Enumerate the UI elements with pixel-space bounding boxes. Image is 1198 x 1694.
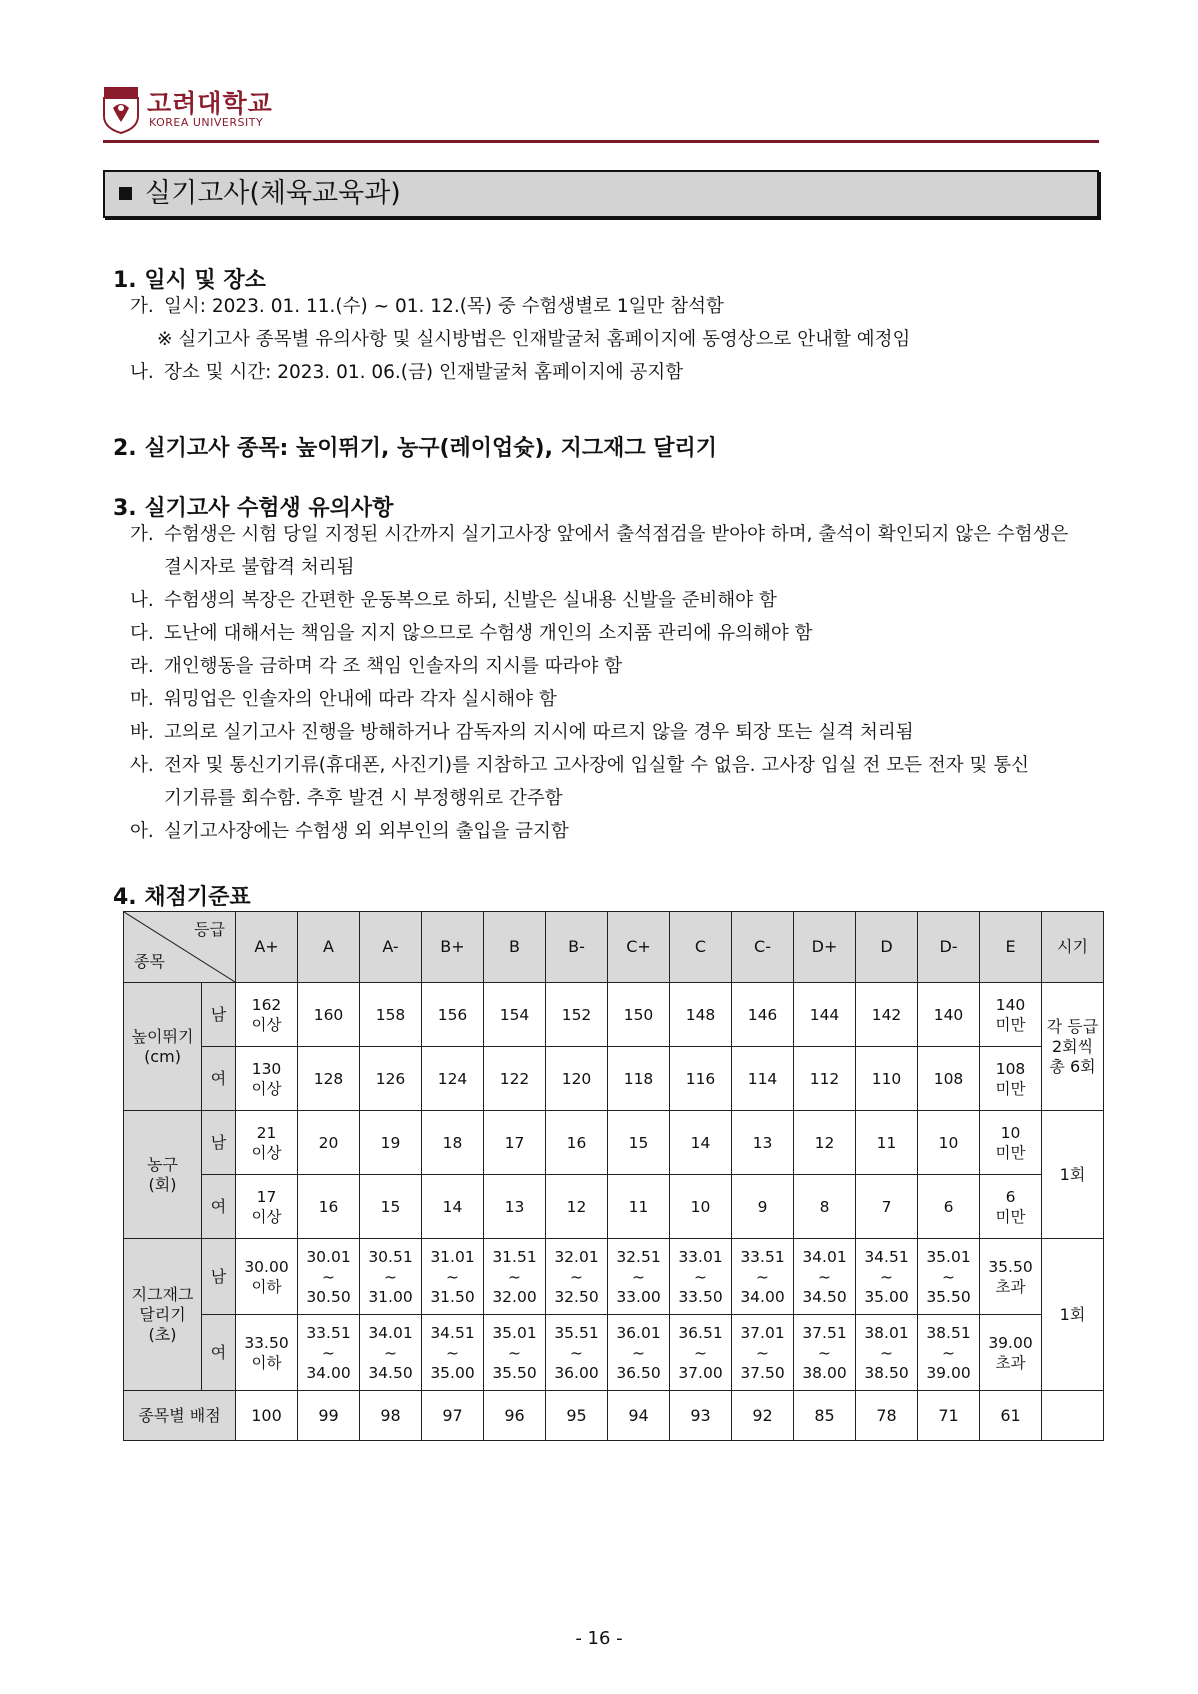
table-cell: 35.01 ~ 35.50 xyxy=(918,1239,980,1315)
sex-cell: 남 xyxy=(202,983,236,1047)
table-cell: 144 xyxy=(794,983,856,1047)
grade-header-cell: A xyxy=(298,912,360,983)
list-text: 장소 및 시간: 2023. 01. 06.(금) 인재발굴처 홈페이지에 공지함 xyxy=(164,362,684,383)
score-label-cell: 종목별 배점 xyxy=(124,1391,236,1441)
table-cell: 108 xyxy=(918,1047,980,1111)
list-text: 일시: 2023. 01. 11.(수) ~ 01. 12.(목) 중 수험생별로 1일만 참석함 xyxy=(164,296,724,317)
event-name-cell: 농구 (회) xyxy=(124,1111,202,1239)
score-cell: 78 xyxy=(856,1391,918,1441)
sex-cell: 여 xyxy=(202,1047,236,1111)
score-cell: 99 xyxy=(298,1391,360,1441)
table-cell: 156 xyxy=(422,983,484,1047)
list-label: 다. xyxy=(130,623,154,644)
table-cell: 33.51 ~ 34.00 xyxy=(298,1315,360,1391)
list-text: 워밍업은 인솔자의 안내에 따라 각자 실시해야 함 xyxy=(164,689,557,710)
table-cell: 38.01 ~ 38.50 xyxy=(856,1315,918,1391)
logo-korean-name: 고려대학교 xyxy=(147,89,273,118)
table-cell: 35.50 초과 xyxy=(980,1239,1042,1315)
period-cell: 1회 xyxy=(1042,1111,1104,1239)
event-name-cell: 높이뛰기 (cm) xyxy=(124,983,202,1111)
grade-header-cell: A- xyxy=(360,912,422,983)
table-cell: 158 xyxy=(360,983,422,1047)
period-header-cell: 시기 xyxy=(1042,912,1104,983)
section-heading-schedule: 1. 일시 및 장소 xyxy=(113,268,266,293)
square-bullet-icon xyxy=(119,187,132,200)
grade-header-cell: C+ xyxy=(608,912,670,983)
list-text: 수험생은 시험 당일 지정된 시간까지 실기고사장 앞에서 출석점검을 받아야 하며, 출석이 확인되지 않은 수험생은 xyxy=(164,524,1069,545)
grade-header-cell: C xyxy=(670,912,732,983)
score-cell: 61 xyxy=(980,1391,1042,1441)
table-cell: 140 미만 xyxy=(980,983,1042,1047)
score-cell: 97 xyxy=(422,1391,484,1441)
table-cell: 34.01 ~ 34.50 xyxy=(360,1315,422,1391)
table-cell: 37.01 ~ 37.50 xyxy=(732,1315,794,1391)
table-cell: 10 xyxy=(670,1175,732,1239)
table-cell: 33.51 ~ 34.00 xyxy=(732,1239,794,1315)
list-label: 가. xyxy=(130,524,154,545)
table-cell: 126 xyxy=(360,1047,422,1111)
caution-item xyxy=(130,688,557,712)
score-cell: 95 xyxy=(546,1391,608,1441)
section-heading-events: 2. 실기고사 종목: 높이뛰기, 농구(레이업슛), 지그재그 달리기 xyxy=(113,436,718,461)
grade-header-cell: C- xyxy=(732,912,794,983)
header-divider xyxy=(103,140,1099,143)
list-label: 나. xyxy=(130,362,154,383)
table-cell: 21 이상 xyxy=(236,1111,298,1175)
table-cell: 31.01 ~ 31.50 xyxy=(422,1239,484,1315)
table-cell: 35.51 ~ 36.00 xyxy=(546,1315,608,1391)
score-empty-cell xyxy=(1042,1391,1104,1441)
table-cell: 32.01 ~ 32.50 xyxy=(546,1239,608,1315)
scoring-table xyxy=(123,911,1104,1441)
sex-cell: 여 xyxy=(202,1175,236,1239)
grade-header-cell: B xyxy=(484,912,546,983)
table-cell: 14 xyxy=(422,1175,484,1239)
table-cell: 30.01 ~ 30.50 xyxy=(298,1239,360,1315)
table-cell: 36.01 ~ 36.50 xyxy=(608,1315,670,1391)
table-cell: 7 xyxy=(856,1175,918,1239)
table-cell: 116 xyxy=(670,1047,732,1111)
table-cell: 37.51 ~ 38.00 xyxy=(794,1315,856,1391)
table-row xyxy=(124,1239,1104,1315)
table-cell: 32.51 ~ 33.00 xyxy=(608,1239,670,1315)
table-cell: 10 미만 xyxy=(980,1111,1042,1175)
table-cell: 34.51 ~ 35.00 xyxy=(422,1315,484,1391)
table-cell: 16 xyxy=(546,1111,608,1175)
page-number: - 16 - xyxy=(575,1628,623,1649)
korea-university-emblem-icon xyxy=(103,86,139,134)
list-text: 고의로 실기고사 진행을 방해하거나 감독자의 지시에 따르지 않을 경우 퇴장 또는 실격 처리됨 xyxy=(164,722,914,743)
score-cell: 98 xyxy=(360,1391,422,1441)
table-cell: 18 xyxy=(422,1111,484,1175)
table-cell: 122 xyxy=(484,1047,546,1111)
list-label: 나. xyxy=(130,590,154,611)
table-cell: 19 xyxy=(360,1111,422,1175)
caution-item-continuation: 결시자로 불합격 처리됨 xyxy=(164,557,355,578)
logo-english-name: KOREA UNIVERSITY xyxy=(149,116,264,129)
sex-cell: 남 xyxy=(202,1239,236,1315)
table-cell: 16 xyxy=(298,1175,360,1239)
score-cell: 71 xyxy=(918,1391,980,1441)
period-cell: 1회 xyxy=(1042,1239,1104,1391)
table-cell: 152 xyxy=(546,983,608,1047)
table-cell: 8 xyxy=(794,1175,856,1239)
table-cell: 6 xyxy=(918,1175,980,1239)
grade-header-cell: B- xyxy=(546,912,608,983)
table-cell: 6 미만 xyxy=(980,1175,1042,1239)
table-cell: 112 xyxy=(794,1047,856,1111)
list-label: 마. xyxy=(130,689,154,710)
period-cell: 각 등급 2회씩 총 6회 xyxy=(1042,983,1104,1111)
table-cell: 14 xyxy=(670,1111,732,1175)
section-heading-cautions: 3. 실기고사 수험생 유의사항 xyxy=(113,496,394,521)
table-cell: 154 xyxy=(484,983,546,1047)
score-cell: 96 xyxy=(484,1391,546,1441)
score-row xyxy=(124,1391,1104,1441)
list-label: 라. xyxy=(130,656,154,677)
list-label: 아. xyxy=(130,821,154,842)
table-cell: 118 xyxy=(608,1047,670,1111)
caution-item xyxy=(130,523,1068,547)
caution-item xyxy=(130,589,777,613)
table-cell: 20 xyxy=(298,1111,360,1175)
table-cell: 34.01 ~ 34.50 xyxy=(794,1239,856,1315)
table-row xyxy=(124,983,1104,1047)
page-title: 실기고사(체육교육과) xyxy=(145,178,401,209)
list-text: 도난에 대해서는 책임을 지지 않으므로 수험생 개인의 소지품 관리에 유의해야 함 xyxy=(164,623,813,644)
table-cell: 162 이상 xyxy=(236,983,298,1047)
page-header xyxy=(103,84,1099,144)
table-cell: 140 xyxy=(918,983,980,1047)
table-cell: 148 xyxy=(670,983,732,1047)
table-cell: 12 xyxy=(794,1111,856,1175)
list-text: 개인행동을 금하며 각 조 책임 인솔자의 지시를 따라야 함 xyxy=(164,656,623,677)
score-cell: 94 xyxy=(608,1391,670,1441)
table-row xyxy=(124,1111,1104,1175)
table-cell: 128 xyxy=(298,1047,360,1111)
table-cell: 13 xyxy=(732,1111,794,1175)
caution-item-continuation: 기기류를 회수함. 추후 발견 시 부정행위로 간주함 xyxy=(164,788,563,809)
grade-header-cell: B+ xyxy=(422,912,484,983)
list-text: 전자 및 통신기기류(휴대폰, 사진기)를 지참하고 고사장에 입실할 수 없음. 고사장 입실 전 모든 전자 및 통신 xyxy=(164,755,1029,776)
list-text: 수험생의 복장은 간편한 운동복으로 하되, 신발은 실내용 신발을 준비해야 함 xyxy=(164,590,777,611)
table-cell: 33.01 ~ 33.50 xyxy=(670,1239,732,1315)
section-heading-scoring: 4. 채점기준표 xyxy=(113,885,251,910)
list-label: 가. xyxy=(130,296,154,317)
list-label: 사. xyxy=(130,755,154,776)
section-title-box xyxy=(103,170,1099,218)
table-cell: 13 xyxy=(484,1175,546,1239)
table-row xyxy=(124,1047,1104,1111)
table-cell: 11 xyxy=(608,1175,670,1239)
table-row xyxy=(124,1315,1104,1391)
grade-header-cell: D- xyxy=(918,912,980,983)
table-cell: 15 xyxy=(360,1175,422,1239)
caution-item xyxy=(130,655,622,679)
table-cell: 130 이상 xyxy=(236,1047,298,1111)
grade-header-cell: A+ xyxy=(236,912,298,983)
table-cell: 33.50 이하 xyxy=(236,1315,298,1391)
table-cell: 150 xyxy=(608,983,670,1047)
score-cell: 85 xyxy=(794,1391,856,1441)
table-cell: 120 xyxy=(546,1047,608,1111)
table-corner-cell xyxy=(124,912,236,983)
table-cell: 124 xyxy=(422,1047,484,1111)
table-cell: 11 xyxy=(856,1111,918,1175)
score-cell: 92 xyxy=(732,1391,794,1441)
table-cell: 30.00 이하 xyxy=(236,1239,298,1315)
table-cell: 30.51 ~ 31.00 xyxy=(360,1239,422,1315)
table-row xyxy=(124,1175,1104,1239)
table-cell: 114 xyxy=(732,1047,794,1111)
corner-grade-label: 등급 xyxy=(194,920,225,939)
caution-item xyxy=(130,721,914,745)
table-cell: 38.51 ~ 39.00 xyxy=(918,1315,980,1391)
score-cell: 93 xyxy=(670,1391,732,1441)
sex-cell: 여 xyxy=(202,1315,236,1391)
event-name-cell: 지그재그 달리기 (초) xyxy=(124,1239,202,1391)
table-cell: 34.51 ~ 35.00 xyxy=(856,1239,918,1315)
table-cell: 12 xyxy=(546,1175,608,1239)
caution-item xyxy=(130,622,813,646)
corner-event-label: 종목 xyxy=(134,952,165,971)
table-cell: 31.51 ~ 32.00 xyxy=(484,1239,546,1315)
schedule-note: ※ 실기고사 종목별 유의사항 및 실시방법은 인재발굴처 홈페이지에 동영상으로 안내할 예정임 xyxy=(157,329,911,350)
table-cell: 142 xyxy=(856,983,918,1047)
score-cell: 100 xyxy=(236,1391,298,1441)
table-cell: 36.51 ~ 37.00 xyxy=(670,1315,732,1391)
schedule-date-line xyxy=(130,295,724,319)
caution-item xyxy=(130,754,1029,778)
table-cell: 108 미만 xyxy=(980,1047,1042,1111)
table-cell: 35.01 ~ 35.50 xyxy=(484,1315,546,1391)
table-cell: 9 xyxy=(732,1175,794,1239)
grade-header-cell: D+ xyxy=(794,912,856,983)
table-cell: 146 xyxy=(732,983,794,1047)
schedule-place-line xyxy=(130,361,683,385)
table-cell: 17 xyxy=(484,1111,546,1175)
table-header-row xyxy=(124,912,1104,983)
table-cell: 110 xyxy=(856,1047,918,1111)
table-cell: 15 xyxy=(608,1111,670,1175)
list-text: 실기고사장에는 수험생 외 외부인의 출입을 금지함 xyxy=(164,821,569,842)
list-label: 바. xyxy=(130,722,154,743)
table-cell: 39.00 초과 xyxy=(980,1315,1042,1391)
sex-cell: 남 xyxy=(202,1111,236,1175)
grade-header-cell: E xyxy=(980,912,1042,983)
grade-header-cell: D xyxy=(856,912,918,983)
table-cell: 17 이상 xyxy=(236,1175,298,1239)
table-cell: 160 xyxy=(298,983,360,1047)
table-cell: 10 xyxy=(918,1111,980,1175)
caution-item xyxy=(130,820,569,844)
